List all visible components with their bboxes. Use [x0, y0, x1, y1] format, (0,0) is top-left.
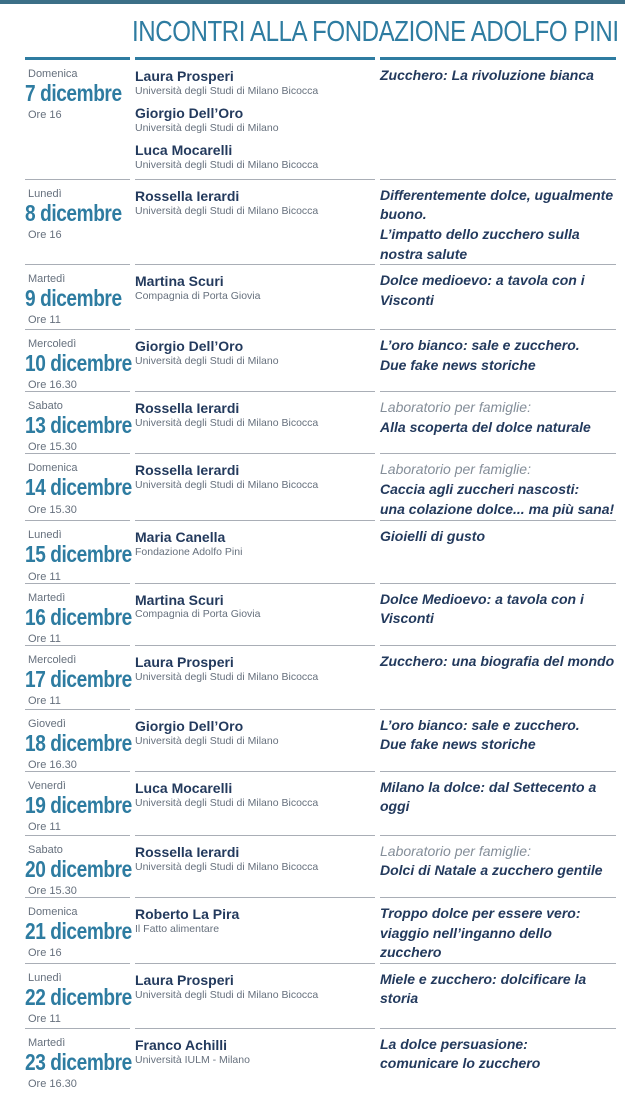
event-date-text: 7 dicembre: [25, 80, 122, 106]
event-title-line: Dolce Medioevo: a tavola con i Visconti: [380, 590, 584, 627]
date-cell: [25, 709, 130, 771]
event-row: [25, 835, 617, 897]
event-date-text: 14 dicembre: [25, 474, 132, 501]
event-date-text: 10 dicembre: [25, 350, 132, 377]
speaker-affiliation: Università degli Studi di Milano: [135, 354, 279, 367]
event-date-text: 8 dicembre: [25, 199, 122, 226]
date-cell: [25, 1028, 130, 1095]
event-title-line: L’oro bianco: sale e zucchero.: [380, 716, 580, 733]
event-title-line: Gioielli di gusto: [380, 528, 485, 545]
title-cell: [380, 391, 616, 453]
event-title-line: Zucchero: una biografia del mondo: [380, 652, 615, 669]
date-cell: [25, 391, 130, 453]
event-date: [25, 413, 130, 437]
speaker-name: Maria Canella: [135, 529, 226, 546]
event-title-line: La dolce persuasione:: [380, 1035, 528, 1052]
event-day: Lunedì: [28, 529, 62, 542]
event-date-text: 18 dicembre: [25, 729, 132, 756]
date-cell: [25, 583, 130, 645]
event-time: Ore 16.30: [28, 1077, 77, 1090]
event-title-line: una colazione dolce... ma più sana!: [380, 500, 615, 517]
event-date-text: 13 dicembre: [25, 412, 132, 439]
event-row: [25, 391, 617, 453]
date-cell: [25, 963, 130, 1028]
event-day: Mercoledì: [28, 653, 77, 666]
events-table: [0, 57, 625, 1095]
speakers-cell: [135, 709, 375, 771]
event-day: Domenica: [28, 462, 78, 475]
speakers-cell: [135, 771, 375, 835]
event-date: [25, 81, 130, 105]
event-title-line: L’oro bianco: sale e zucchero.: [380, 337, 580, 354]
event-date: [25, 919, 130, 943]
speaker-affiliation: Università IULM - Milano: [135, 1053, 250, 1066]
event-day: Domenica: [28, 905, 78, 918]
event-date-text: 23 dicembre: [25, 1048, 132, 1075]
speaker-name: Rossella Ierardi: [135, 843, 240, 860]
title-cell: [380, 264, 616, 329]
page-title: [132, 16, 617, 49]
event-title-line: Caccia agli zuccheri nascosti:: [380, 481, 580, 498]
speakers-cell: [135, 1028, 375, 1095]
event-row: [25, 329, 617, 391]
event-date-text: 17 dicembre: [25, 665, 132, 692]
speaker-affiliation: Università degli Studi di Milano: [135, 734, 279, 747]
event-day: Sabato: [28, 400, 63, 413]
event-title-line: Troppo dolce per essere vero:: [380, 904, 581, 921]
speaker-affiliation: Università degli Studi di Milano Bicocca: [135, 670, 319, 683]
speaker-affiliation: Università degli Studi di Milano Bicocca: [135, 158, 319, 171]
speaker-affiliation: Università degli Studi di Milano Bicocca: [135, 988, 319, 1001]
date-cell: [25, 645, 130, 709]
speakers-cell: [135, 645, 375, 709]
speaker-name: Martina Scuri: [135, 591, 224, 608]
event-date: [25, 286, 130, 310]
event-row: [25, 645, 617, 709]
speaker-affiliation: Università degli Studi di Milano Bicocca: [135, 796, 319, 809]
date-cell: [25, 453, 130, 520]
speakers-cell: [135, 520, 375, 582]
event-day: Lunedì: [28, 187, 62, 200]
event-date: [25, 475, 130, 499]
event-title-line: Laboratorio per famiglie:: [380, 399, 531, 416]
event-day: Martedì: [28, 1036, 66, 1049]
title-cell: [380, 520, 616, 582]
event-date-text: 22 dicembre: [25, 983, 132, 1010]
event-time: Ore 15.30: [28, 884, 77, 897]
speaker-affiliation: Università degli Studi di Milano Bicocca: [135, 479, 319, 492]
event-title-line: Alla scoperta del dolce naturale: [380, 418, 591, 435]
date-cell: [25, 264, 130, 329]
event-date-text: 19 dicembre: [25, 791, 132, 818]
speaker-affiliation: Università degli Studi di Milano Bicocca: [135, 84, 319, 97]
event-row: [25, 453, 617, 520]
event-time: Ore 11: [28, 632, 61, 645]
event-time: Ore 11: [28, 570, 61, 583]
event-time: Ore 15.30: [28, 503, 77, 516]
event-title-line: comunicare lo zucchero: [380, 1055, 541, 1072]
event-row: [25, 897, 617, 963]
event-day: Mercoledì: [28, 338, 77, 351]
title-cell: [380, 329, 616, 391]
event-time: Ore 16: [28, 947, 62, 960]
speaker-affiliation: Università degli Studi di Milano Bicocca: [135, 204, 319, 217]
speaker-affiliation: Compagnia di Porta Giovia: [135, 608, 261, 621]
event-day: Martedì: [28, 273, 66, 286]
date-cell: [25, 57, 130, 179]
title-cell: [380, 835, 616, 897]
event-day: Martedì: [28, 591, 66, 604]
speakers-cell: [135, 264, 375, 329]
event-day: Sabato: [28, 843, 63, 856]
speakers-cell: [135, 835, 375, 897]
speaker-name: Roberto La Pira: [135, 905, 240, 922]
event-date: [25, 793, 130, 817]
title-cell: [380, 771, 616, 835]
speaker-name: Luca Mocarelli: [135, 141, 233, 158]
event-title-line: Laboratorio per famiglie:: [380, 842, 531, 859]
event-time: Ore 16.30: [28, 379, 77, 392]
event-row: [25, 963, 617, 1028]
event-date: [25, 1050, 130, 1074]
title-cell: [380, 1028, 616, 1095]
speakers-cell: [135, 583, 375, 645]
event-time: Ore 11: [28, 1012, 61, 1025]
event-row: [25, 179, 617, 264]
speakers-cell: [135, 57, 375, 179]
speaker-affiliation: Fondazione Adolfo Pini: [135, 546, 243, 559]
event-time: Ore 11: [28, 694, 61, 707]
event-time: Ore 15.30: [28, 441, 77, 454]
event-time: Ore 16: [28, 109, 62, 122]
speaker-name: Laura Prosperi: [135, 68, 234, 84]
event-time: Ore 11: [28, 820, 61, 833]
speakers-cell: [135, 329, 375, 391]
event-row: [25, 520, 617, 582]
date-cell: [25, 897, 130, 963]
event-time: Ore 11: [28, 314, 61, 327]
title-cell: [380, 709, 616, 771]
speaker-name: Rossella Ierardi: [135, 462, 240, 479]
event-date: [25, 667, 130, 691]
speaker-affiliation: Il Fatto alimentare: [135, 922, 220, 935]
speakers-cell: [135, 391, 375, 453]
speaker-name: Laura Prosperi: [135, 653, 234, 670]
speaker-name: Franco Achilli: [135, 1036, 228, 1053]
speaker-name: Rossella Ierardi: [135, 400, 240, 417]
event-title-line: Due fake news storiche: [380, 356, 536, 373]
event-title-line: Due fake news storiche: [380, 736, 536, 753]
event-date: [25, 985, 130, 1009]
event-day: Lunedì: [28, 971, 62, 984]
page-title-text: INCONTRI ALLA FONDAZIONE ADOLFO PINI: [132, 16, 619, 48]
event-date: [25, 731, 130, 755]
event-day: Giovedì: [28, 717, 66, 730]
speaker-affiliation: Università degli Studi di Milano Bicocca: [135, 417, 319, 430]
event-date-text: 20 dicembre: [25, 855, 132, 882]
date-cell: [25, 835, 130, 897]
event-title-line: Milano la dolce: dal Settecento a oggi: [380, 778, 597, 815]
date-cell: [25, 329, 130, 391]
event-date: [25, 857, 130, 881]
speaker-name: Giorgio Dell’Oro: [135, 338, 244, 355]
event-date: [25, 201, 130, 225]
event-title-line: Differentemente dolce, ugualmente buono.: [380, 186, 614, 223]
event-title-line: Dolci di Natale a zucchero gentile: [380, 862, 603, 879]
event-row: [25, 771, 617, 835]
speaker-name: Giorgio Dell’Oro: [135, 104, 244, 121]
title-cell: [380, 963, 616, 1028]
event-title-line: Zucchero: La rivoluzione bianca: [380, 67, 594, 83]
event-time: Ore 16.30: [28, 758, 77, 771]
event-date-text: 15 dicembre: [25, 541, 132, 568]
speaker-name: Giorgio Dell’Oro: [135, 717, 244, 734]
date-cell: [25, 520, 130, 582]
event-day: Domenica: [28, 68, 78, 80]
event-date-text: 9 dicembre: [25, 285, 122, 312]
speaker-affiliation: Compagnia di Porta Giovia: [135, 289, 261, 302]
event-title-line: viaggio nell’inganno dello zucchero: [380, 924, 552, 961]
event-title-line: Miele e zucchero: dolcificare la storia: [380, 970, 587, 1007]
event-row: [25, 1028, 617, 1095]
event-title-line: Laboratorio per famiglie:: [380, 461, 531, 478]
title-cell: [380, 897, 616, 963]
speaker-affiliation: Università degli Studi di Milano Bicocca: [135, 860, 319, 873]
event-title-line: Dolce medioevo: a tavola con i Visconti: [380, 272, 585, 308]
date-cell: [25, 179, 130, 264]
speakers-cell: [135, 963, 375, 1028]
speaker-name: Laura Prosperi: [135, 971, 234, 988]
event-date: [25, 542, 130, 566]
event-time: Ore 16: [28, 228, 62, 241]
top-accent-bar: [0, 0, 625, 4]
event-row: [25, 583, 617, 645]
event-date: [25, 351, 130, 375]
speakers-cell: [135, 453, 375, 520]
event-row: [25, 57, 617, 179]
event-date-text: 16 dicembre: [25, 603, 132, 630]
event-title-line: L’impatto dello zucchero sulla nostra salute: [380, 225, 580, 262]
date-cell: [25, 771, 130, 835]
speaker-name: Martina Scuri: [135, 273, 224, 290]
speaker-name: Rossella Ierardi: [135, 187, 240, 204]
title-cell: [380, 583, 616, 645]
speaker-affiliation: Università degli Studi di Milano: [135, 121, 279, 134]
event-date-text: 21 dicembre: [25, 917, 132, 944]
event-row: [25, 264, 617, 329]
speaker-name: Luca Mocarelli: [135, 779, 233, 796]
speakers-cell: [135, 897, 375, 963]
title-cell: [380, 179, 616, 264]
event-row: [25, 709, 617, 771]
title-cell: [380, 645, 616, 709]
speakers-cell: [135, 179, 375, 264]
title-cell: [380, 453, 616, 520]
title-cell: [380, 57, 616, 179]
event-date: [25, 605, 130, 629]
event-day: Venerdì: [28, 779, 66, 792]
